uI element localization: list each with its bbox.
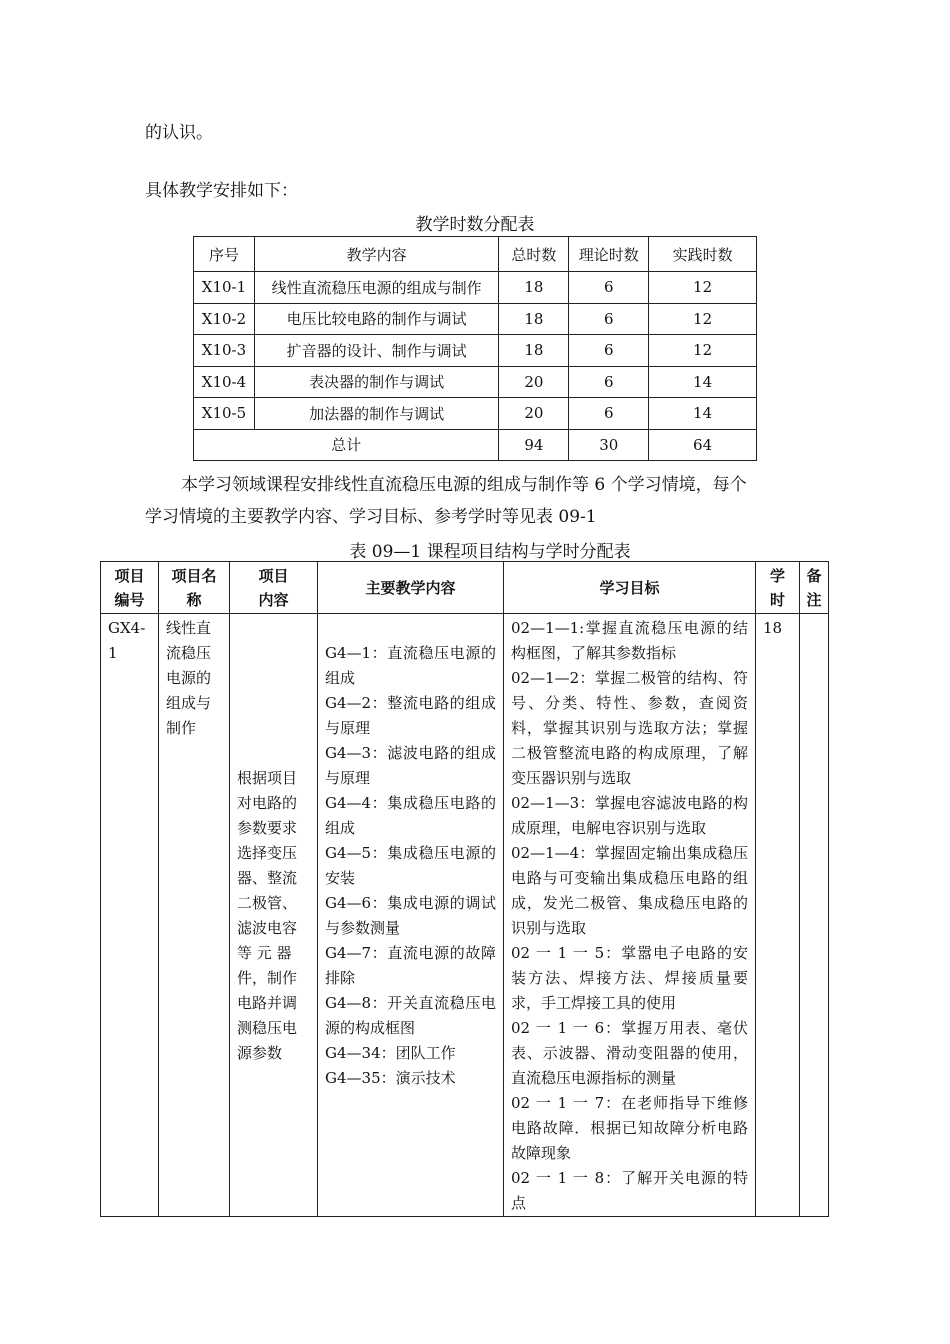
cell-content: 线性直流稳压电源的组成与制作 <box>254 272 499 304</box>
cell-line: 1 <box>108 644 118 662</box>
cell-line: 测稳压电 <box>237 1019 298 1037</box>
header-line: 项目 <box>258 566 289 585</box>
main-item: G4—3：滤波电路的组成与原理 <box>325 744 496 787</box>
cell-practice: 12 <box>649 335 757 367</box>
cell-total: 20 <box>499 366 569 398</box>
header-hours <box>756 562 800 614</box>
main-item: G4—5：集成稳压电源的安装 <box>325 844 496 887</box>
total-theory: 30 <box>569 429 649 461</box>
header-main-content: 主要教学内容 <box>318 562 504 614</box>
header-line: 项目 <box>114 566 145 585</box>
cell-index: X10-2 <box>194 303 255 335</box>
table-row <box>194 335 757 367</box>
cell-content: 扩音器的设计、制作与调试 <box>254 335 499 367</box>
main-item: G4—1：直流稳压电源的组成 <box>325 644 496 687</box>
table-row <box>194 366 757 398</box>
header-theory-hours: 理论时数 <box>569 237 649 272</box>
header-project-content <box>230 562 318 614</box>
cell-line: 电路并调 <box>237 994 298 1012</box>
goal-item: 02—1—3：掌握电容滤波电路的构成原理，电解电容识别与选取 <box>511 794 748 837</box>
cell-note <box>800 614 829 1217</box>
header-line: 内容 <box>258 590 289 609</box>
cell-line: 根据项目 <box>237 769 298 787</box>
table-row <box>194 398 757 430</box>
main-item: G4—34：团队工作 <box>325 1044 456 1062</box>
main-item: G4—6：集成电源的调试与参数测量 <box>325 894 496 937</box>
cell-line: 选择变压 <box>237 844 298 862</box>
total-practice: 64 <box>649 429 757 461</box>
table1-header-row <box>194 237 757 272</box>
cell-learning-goal <box>504 614 756 1217</box>
header-note <box>800 562 829 614</box>
cell-line: 器、整流 <box>237 869 298 887</box>
cell-total: 18 <box>499 272 569 304</box>
total-label: 总计 <box>194 429 499 461</box>
intro-text-line2: 具体教学安排如下： <box>145 181 298 201</box>
para2-line2: 学习情境的主要教学内容、学习目标、参考学时等见表 09-1 <box>145 507 597 527</box>
cell-hours: 18 <box>756 614 800 1217</box>
cell-line: 对电路的 <box>237 794 298 812</box>
cell-line: 滤波电容 <box>237 919 298 937</box>
cell-line: 等 元 器 <box>237 944 292 962</box>
header-project-code <box>101 562 159 614</box>
header-line: 注 <box>806 590 822 609</box>
table-row <box>101 614 829 1217</box>
cell-total: 18 <box>499 303 569 335</box>
cell-practice: 12 <box>649 303 757 335</box>
cell-theory: 6 <box>569 398 649 430</box>
header-total-hours: 总时数 <box>499 237 569 272</box>
course-structure-table <box>100 561 829 1217</box>
cell-theory: 6 <box>569 366 649 398</box>
cell-line: 流稳压 <box>166 644 212 662</box>
header-index: 序号 <box>194 237 255 272</box>
header-line: 编号 <box>114 590 145 609</box>
cell-total: 18 <box>499 335 569 367</box>
table2-header-row <box>101 562 829 614</box>
cell-project-code <box>101 614 159 1217</box>
main-item: G4—7：直流电源的故障排除 <box>325 944 496 987</box>
header-project-name <box>159 562 230 614</box>
header-practice-hours: 实践时数 <box>649 237 757 272</box>
header-line: 项目名 <box>171 566 217 585</box>
table2-caption: 表 09—1 课程项目结构与学时分配表 <box>349 542 631 562</box>
goal-item: 02—1—2：掌握二极管的结构、符号、分类、特性、参数，查阅资料，掌握其识别与选取方法；掌握二极管整流电路的构成原理，了解变压器识别与选取 <box>511 669 748 787</box>
header-line: 称 <box>186 590 202 609</box>
hours-allocation-table <box>193 236 757 461</box>
header-content: 教学内容 <box>254 237 499 272</box>
cell-index: X10-5 <box>194 398 255 430</box>
goal-item: 02 一 1 一 5：掌嚣电子电路的安装方法、焊接方法、焊接质量要求，手工焊接工具的使用 <box>511 944 748 1012</box>
cell-line: 电源的 <box>166 669 212 687</box>
cell-practice: 14 <box>649 366 757 398</box>
cell-project-content <box>230 614 318 1217</box>
goal-item: 02—1—4：掌握固定输出集成稳压电路与可变输出集成稳压电路的组成，发光二极管、集成稳压电路的识别与选取 <box>511 844 748 937</box>
table1-caption: 教学时数分配表 <box>415 215 535 235</box>
header-learning-goal: 学习目标 <box>504 562 756 614</box>
cell-practice: 12 <box>649 272 757 304</box>
table-row <box>194 303 757 335</box>
header-line: 学 <box>769 566 785 585</box>
cell-line: 参数要求 <box>237 819 298 837</box>
cell-index: X10-3 <box>194 335 255 367</box>
goal-item: 02—1—1:掌握直流稳压电源的结构框图，了解其参数指标 <box>511 619 748 662</box>
cell-theory: 6 <box>569 335 649 367</box>
main-item: G4—2：整流电路的组成与原理 <box>325 694 496 737</box>
header-line: 备 <box>806 566 822 585</box>
cell-theory: 6 <box>569 272 649 304</box>
goal-item: 02 一 1 一 8：了解开关电源的特点 <box>511 1169 748 1212</box>
table1-total-row <box>194 429 757 461</box>
para2-line1: 本学习领域课程安排线性直流稳压电源的组成与制作等 6 个学习情境，每个 <box>181 475 747 495</box>
table-row <box>194 272 757 304</box>
cell-line: 线性直 <box>166 619 212 637</box>
cell-total: 20 <box>499 398 569 430</box>
goal-item: 02 一 1 一 7：在老师指导下维修电路故障．根据已知故障分析电路故障现象 <box>511 1094 748 1162</box>
cell-theory: 6 <box>569 303 649 335</box>
cell-content: 表决器的制作与调试 <box>254 366 499 398</box>
main-item: G4—35：演示技术 <box>325 1069 456 1087</box>
cell-line: 组成与 <box>166 694 212 712</box>
cell-practice: 14 <box>649 398 757 430</box>
cell-line: 制作 <box>166 719 197 737</box>
header-line: 时 <box>769 590 785 609</box>
cell-index: X10-4 <box>194 366 255 398</box>
cell-index: X10-1 <box>194 272 255 304</box>
cell-project-name <box>159 614 230 1217</box>
main-item: G4—4：集成稳压电路的组成 <box>325 794 496 837</box>
goal-item: 02 一 1 一 6：掌握万用表、毫伏表、示波器、滑动变阻器的使用，直流稳压电源指标的测量 <box>511 1019 748 1087</box>
cell-content: 电压比较电路的制作与调试 <box>254 303 499 335</box>
cell-line: 源参数 <box>237 1044 283 1062</box>
total-hours: 94 <box>499 429 569 461</box>
cell-line: GX4- <box>108 619 146 637</box>
cell-main-content <box>318 614 504 1217</box>
cell-content: 加法器的制作与调试 <box>254 398 499 430</box>
intro-text-line1: 的认识。 <box>145 123 213 143</box>
main-item: G4—8：开关直流稳压电源的构成框图 <box>325 994 496 1037</box>
cell-line: 件，制作 <box>237 969 298 987</box>
cell-line: 二极管、 <box>237 894 298 912</box>
